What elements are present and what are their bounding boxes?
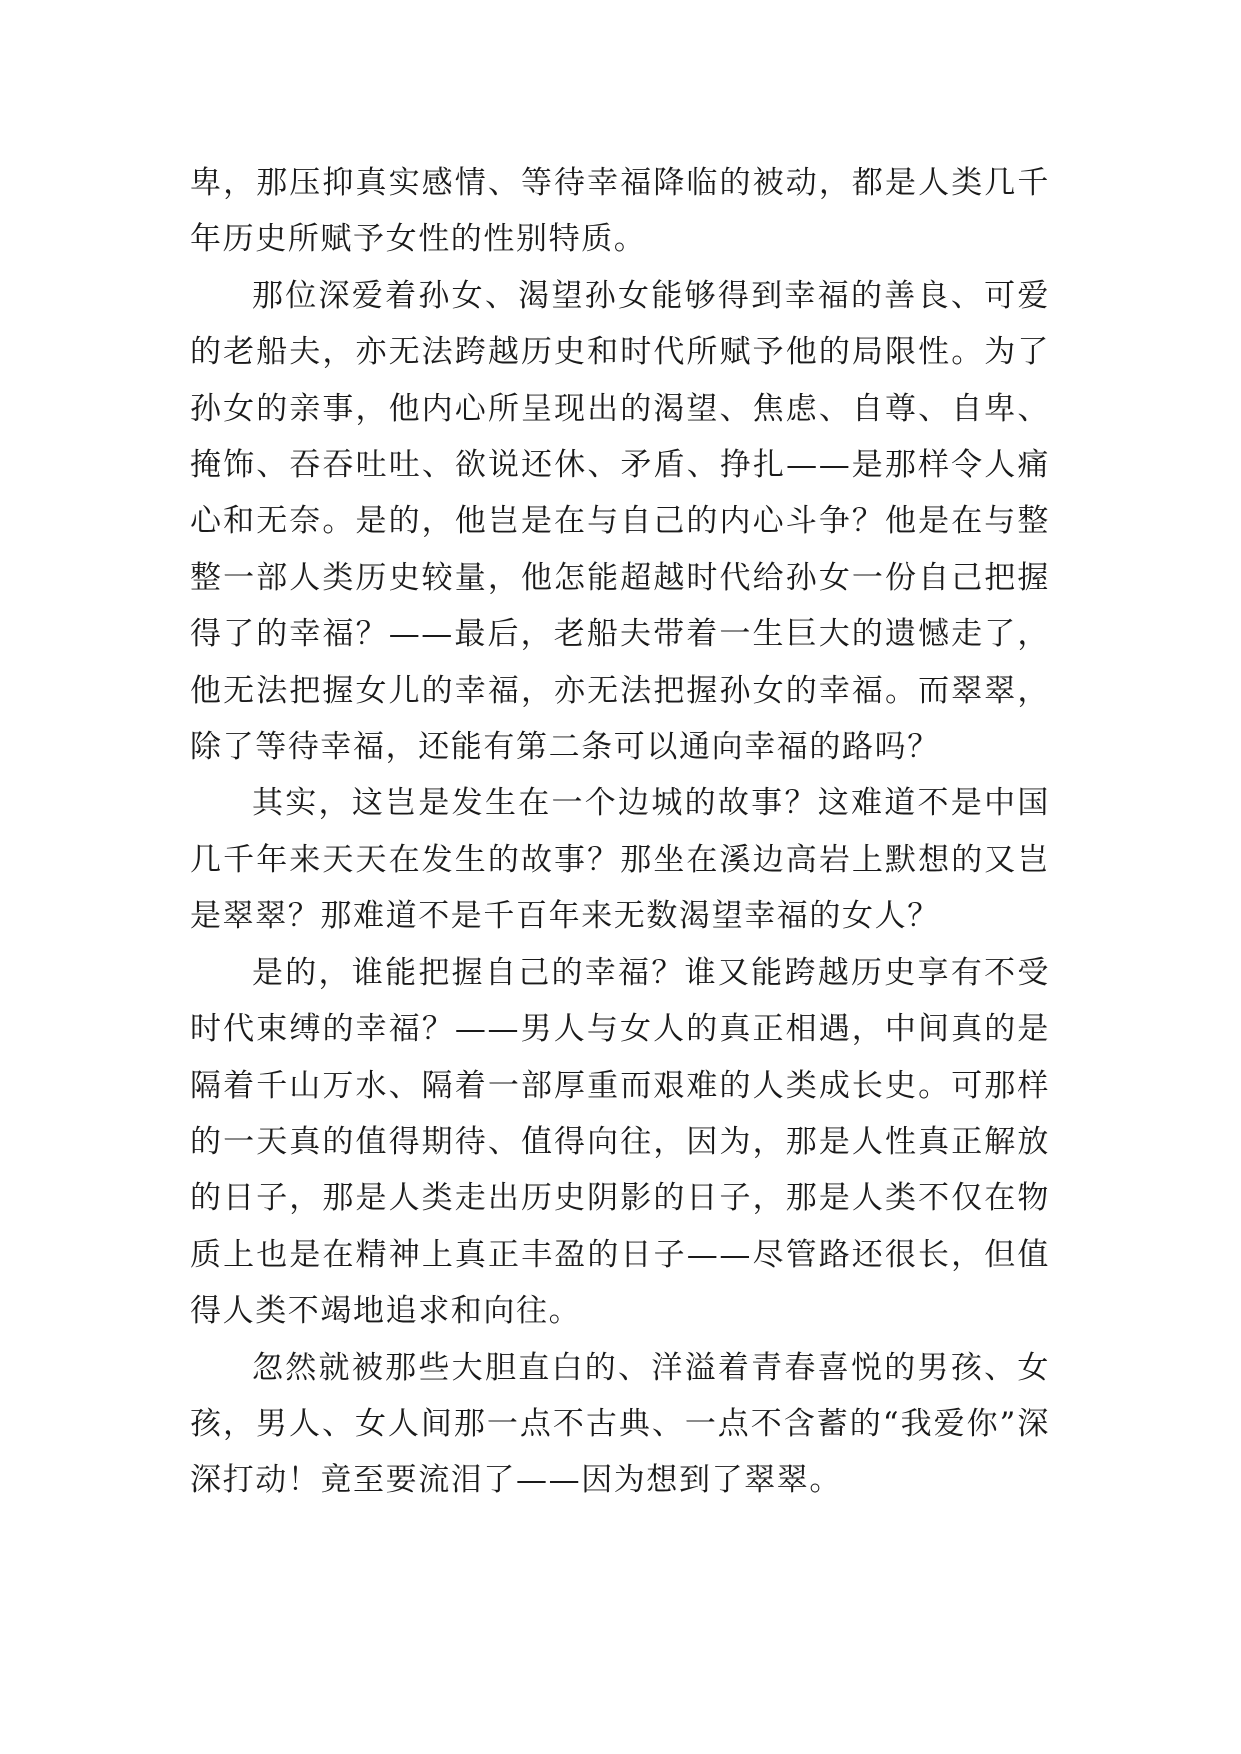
paragraph-border-town: 其实，这岂是发生在一个边城的故事？这难道不是中国几千年来天天在发生的故事？那坐在溪边高岩上默想的又岂是翠翠？那难道不是千百年来无数渴望幸福的女人？ [190, 785, 1050, 935]
paragraph-continued: 卑，那压抑真实感情、等待幸福降临的被动，都是人类几千年历史所赋予女性的性别特质。 [190, 165, 1050, 258]
paragraph-happiness: 是的，谁能把握自己的幸福？谁又能跨越历史享有不受时代束缚的幸福？——男人与女人的真正相遇，中间真的是隔着千山万水、隔着一部厚重而艰难的人类成长史。可那样的一天真的值得期待、值得向往，因为，那是人性真正解放的日子，那是人类走出历史阴影的日子，那是人类不仅在物质上也是在精神上真正丰盈的日子——尽管路还很长，但值得人类不竭地追求和向往。 [190, 954, 1050, 1330]
document-body [190, 155, 1050, 1509]
paragraph-old-boatman: 那位深爱着孙女、渴望孙女能够得到幸福的善良、可爱的老船夫，亦无法跨越历史和时代所赋予他的局限性。为了孙女的亲事，他内心所呈现出的渴望、焦虑、自尊、自卑、掩饰、吞吞吐吐、欲说还休、矛盾、挣扎——是那样令人痛心和无奈。是的，他岂是在与自己的内心斗争？他是在与整整一部人类历史较量，他怎能超越时代给孙女一份自己把握得了的幸福？——最后，老船夫带着一生巨大的遗憾走了，他无法把握女儿的幸福，亦无法把握孙女的幸福。而翠翠，除了等待幸福，还能有第二条可以通向幸福的路吗？ [190, 277, 1050, 766]
paragraph-i-love-you: 忽然就被那些大胆直白的、洋溢着青春喜悦的男孩、女孩，男人、女人间那一点不古典、一点不含蓄的“我爱你”深深打动！竟至要流泪了——因为想到了翠翠。 [190, 1349, 1050, 1499]
